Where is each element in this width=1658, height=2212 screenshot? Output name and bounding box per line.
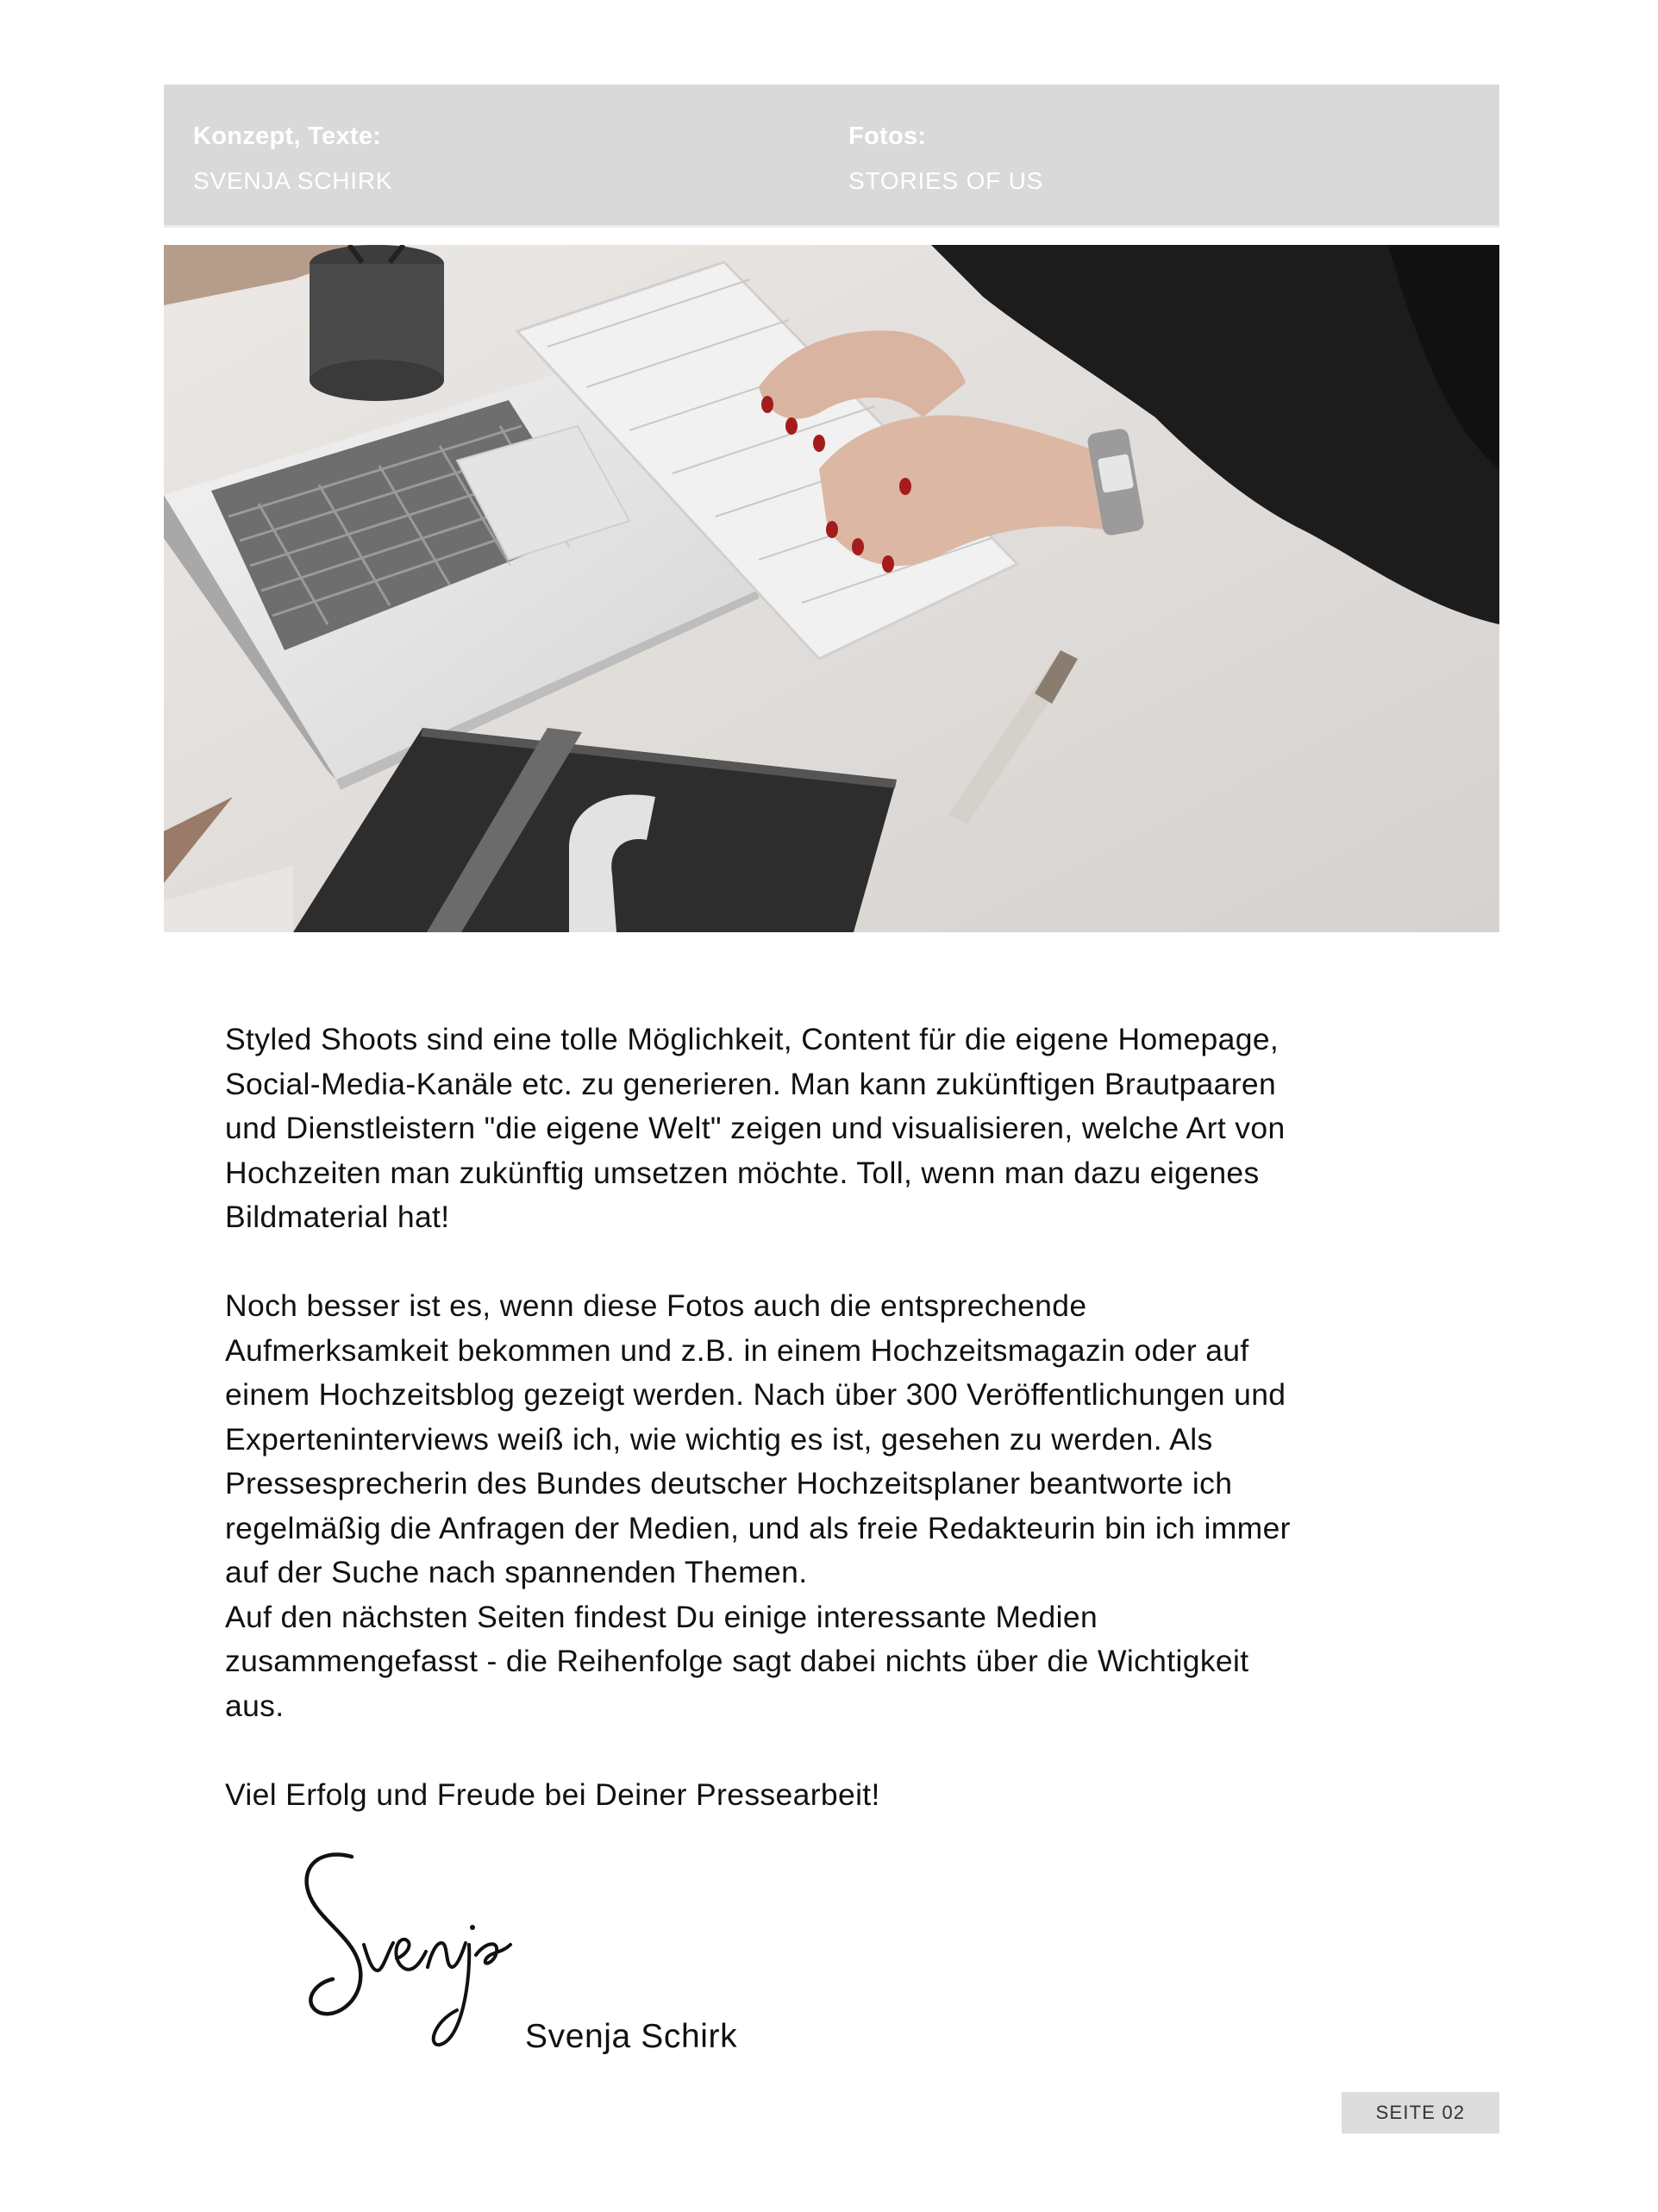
photos-value: STORIES OF US xyxy=(848,167,1044,194)
handwritten-signature xyxy=(285,1841,543,2065)
body-text xyxy=(225,1018,1449,1817)
body-paragraph-2: Noch besser ist es, wenn diese Fotos auch die entsprechende Aufmerksamkeit bekommen und z.B. in einem Hochzeitsmagazin oder auf einem Hochzeitsblog gezeigt werden. Nach über 300 Veröffentlichungen und Experteninterviews weiß ich, wie wichtig es ist, gesehen zu werden. Als Pressesprecherin des Bundes deutscher Hochzeitsplaner beantworte ich regelmäßig die Anfragen der Medien, und als freie Redakteurin bin ich immer auf der Suche nach spannenden Themen. xyxy=(225,1288,1291,1589)
signature-name: Svenja Schirk xyxy=(525,2018,738,2055)
credits-divider xyxy=(164,225,1499,228)
closing-line: Viel Erfolg und Freude bei Deiner Pressearbeit! xyxy=(225,1776,880,1812)
concept-label: Konzept, Texte: xyxy=(193,122,382,150)
concept-value: SVENJA SCHIRK xyxy=(193,167,393,194)
credits-bar xyxy=(164,85,1499,225)
hero-photo xyxy=(164,245,1499,932)
body-paragraph-1: Styled Shoots sind eine tolle Möglichkeit, Content für die eigene Homepage, Social-Media-Kanäle etc. zu generieren. Man kann zukünftigen Brautpaaren und Dienstleistern "die eigene Welt" zeigen und visualisieren, welche Art von Hochzeiten man zukünftig umsetzen möchte. Toll, wenn man dazu eigenes Bildmaterial hat! xyxy=(225,1022,1286,1234)
desk-photo-icon xyxy=(164,245,1499,932)
photos-label: Fotos: xyxy=(848,122,927,150)
page-number-badge: SEITE 02 xyxy=(1342,2092,1499,2134)
body-paragraph-3: Auf den nächsten Seiten findest Du einige interessante Medien zusammengefasst - die Reihenfolge sagt dabei nichts über die Wichtigkeit aus. xyxy=(225,1599,1249,1723)
